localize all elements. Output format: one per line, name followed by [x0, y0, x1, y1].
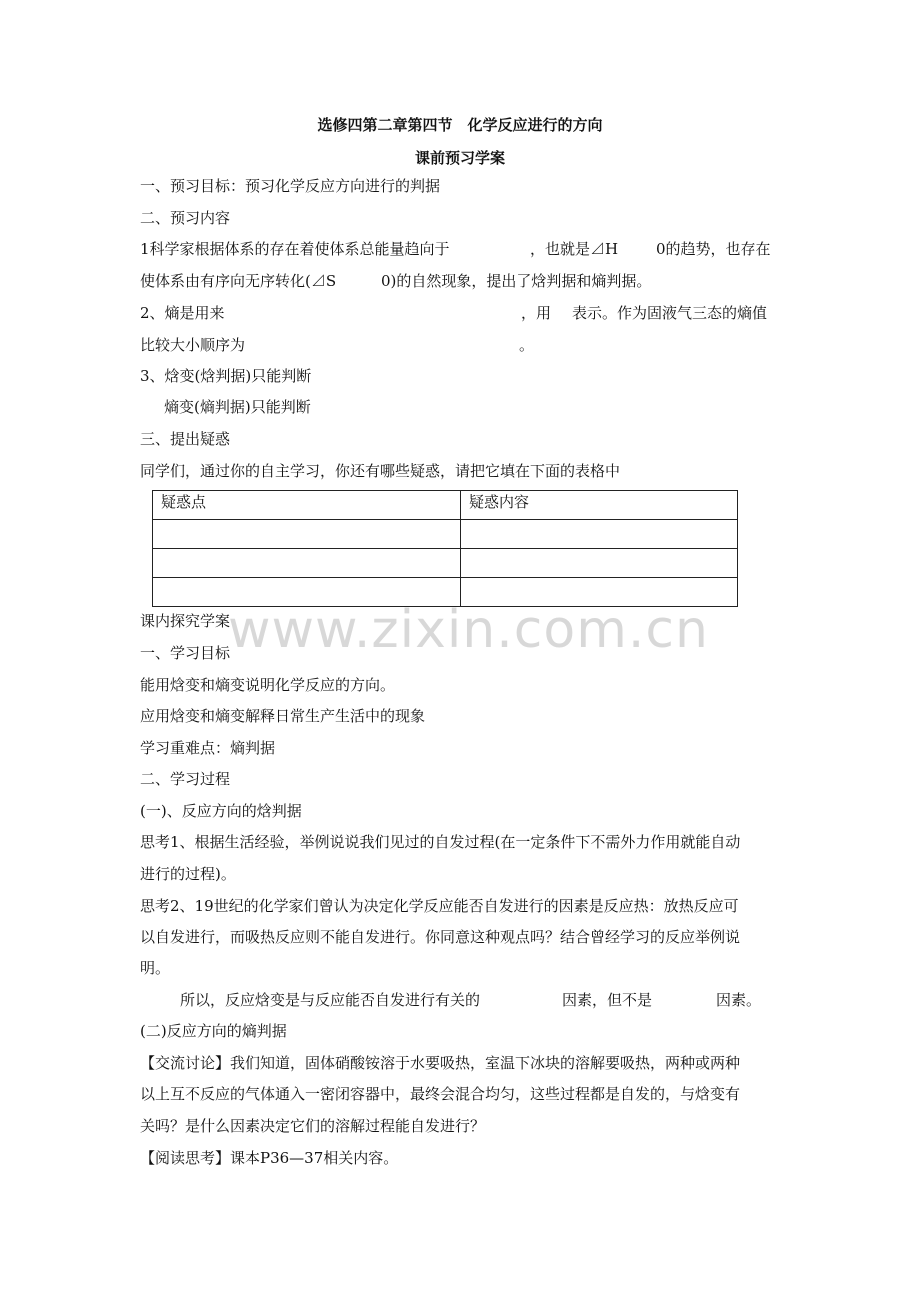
- table-header-row: [153, 491, 738, 520]
- inclass-heading: 课内探究学案: [140, 612, 231, 630]
- table-row: [153, 520, 738, 549]
- item2-part-e: 。: [519, 336, 535, 354]
- think2-line1: 思考2、19世纪的化学家们曾认为决定化学反应能否自发进行的因素是反应热：放热反应可: [140, 897, 739, 915]
- think2-line3: 明。: [140, 959, 171, 977]
- table-cell[interactable]: [461, 520, 738, 549]
- item1-part-c: 0的趋势，也存在: [656, 240, 771, 258]
- preview-goal: 一、预习目标：预习化学反应方向进行的判据: [140, 177, 441, 195]
- table-header-cell: 疑惑点: [153, 491, 461, 520]
- item2-part-a: 2、熵是用来: [140, 304, 225, 322]
- page-title: 选修四第二章第四节 化学反应进行的方向: [317, 116, 603, 134]
- discussion-line2: 以上互不反应的气体通入一密闭容器中，最终会混合均匀，这些过程都是自发的，与焓变有: [140, 1085, 741, 1103]
- think1-line2: 进行的过程)。: [140, 865, 236, 883]
- discussion-line1: 【交流讨论】我们知道，固体硝酸铵溶于水要吸热，室温下冰块的溶解要吸热，两种或两种: [140, 1054, 741, 1072]
- table-cell[interactable]: [153, 520, 461, 549]
- item1-part-b: ，也就是⊿H: [530, 240, 619, 258]
- reading-prompt: 【阅读思考】课本P36—37相关内容。: [140, 1149, 399, 1167]
- section-enthalpy-criterion: (一)、反应方向的焓判据: [140, 802, 302, 820]
- conclusion-part-b: 因素，但不是: [562, 991, 653, 1009]
- key-point: 学习重难点：熵判据: [140, 739, 276, 757]
- item3-entropy: 熵变(熵判据)只能判断: [164, 398, 311, 416]
- doubts-intro: 同学们，通过你的自主学习，你还有哪些疑惑，请把它填在下面的表格中: [140, 462, 621, 480]
- doubts-table: [152, 490, 738, 607]
- table-cell[interactable]: [153, 549, 461, 578]
- process-heading: 二、学习过程: [140, 770, 231, 788]
- conclusion-part-c: 因素。: [716, 991, 762, 1009]
- discussion-line3: 关吗？是什么因素决定它们的溶解过程能自发进行？: [140, 1117, 486, 1135]
- item1-part-d: 使体系由有序向无序转化(⊿S: [140, 272, 337, 290]
- doubts-heading: 三、提出疑惑: [140, 430, 231, 448]
- section-entropy-criterion: (二)反应方向的熵判据: [140, 1022, 287, 1040]
- preview-content-heading: 二、预习内容: [140, 209, 231, 227]
- item2-part-d: 比较大小顺序为: [140, 336, 246, 354]
- conclusion-part-a: 所以，反应焓变是与反应能否自发进行有关的: [180, 991, 481, 1009]
- table-header-cell: 疑惑内容: [461, 491, 738, 520]
- think2-line2: 以自发进行，而吸热反应则不能自发进行。你同意这种观点吗？结合曾经学习的反应举例说: [140, 928, 741, 946]
- item3-enthalpy: 3、焓变(焓判据)只能判断: [140, 367, 312, 385]
- goals-heading: 一、学习目标: [140, 644, 231, 662]
- item1-part-e: 0)的自然现象，提出了焓判据和熵判据。: [381, 272, 652, 290]
- table-row: [153, 549, 738, 578]
- table-cell[interactable]: [461, 549, 738, 578]
- goal-1: 能用焓变和熵变说明化学反应的方向。: [140, 676, 396, 694]
- item1-part-a: 1科学家根据体系的存在着使体系总能量趋向于: [140, 240, 450, 258]
- think1-line1: 思考1、根据生活经验，举例说说我们见过的自发过程(在一定条件下不需外力作用就能自动: [140, 833, 741, 851]
- item2-part-c: 表示。作为固液气三态的熵值: [572, 304, 768, 322]
- page-subtitle: 课前预习学案: [414, 149, 505, 167]
- watermark: www.zixin.com.cn: [228, 600, 709, 660]
- item2-part-b: ，用: [521, 304, 552, 322]
- goal-2: 应用焓变和熵变解释日常生产生活中的现象: [140, 707, 426, 725]
